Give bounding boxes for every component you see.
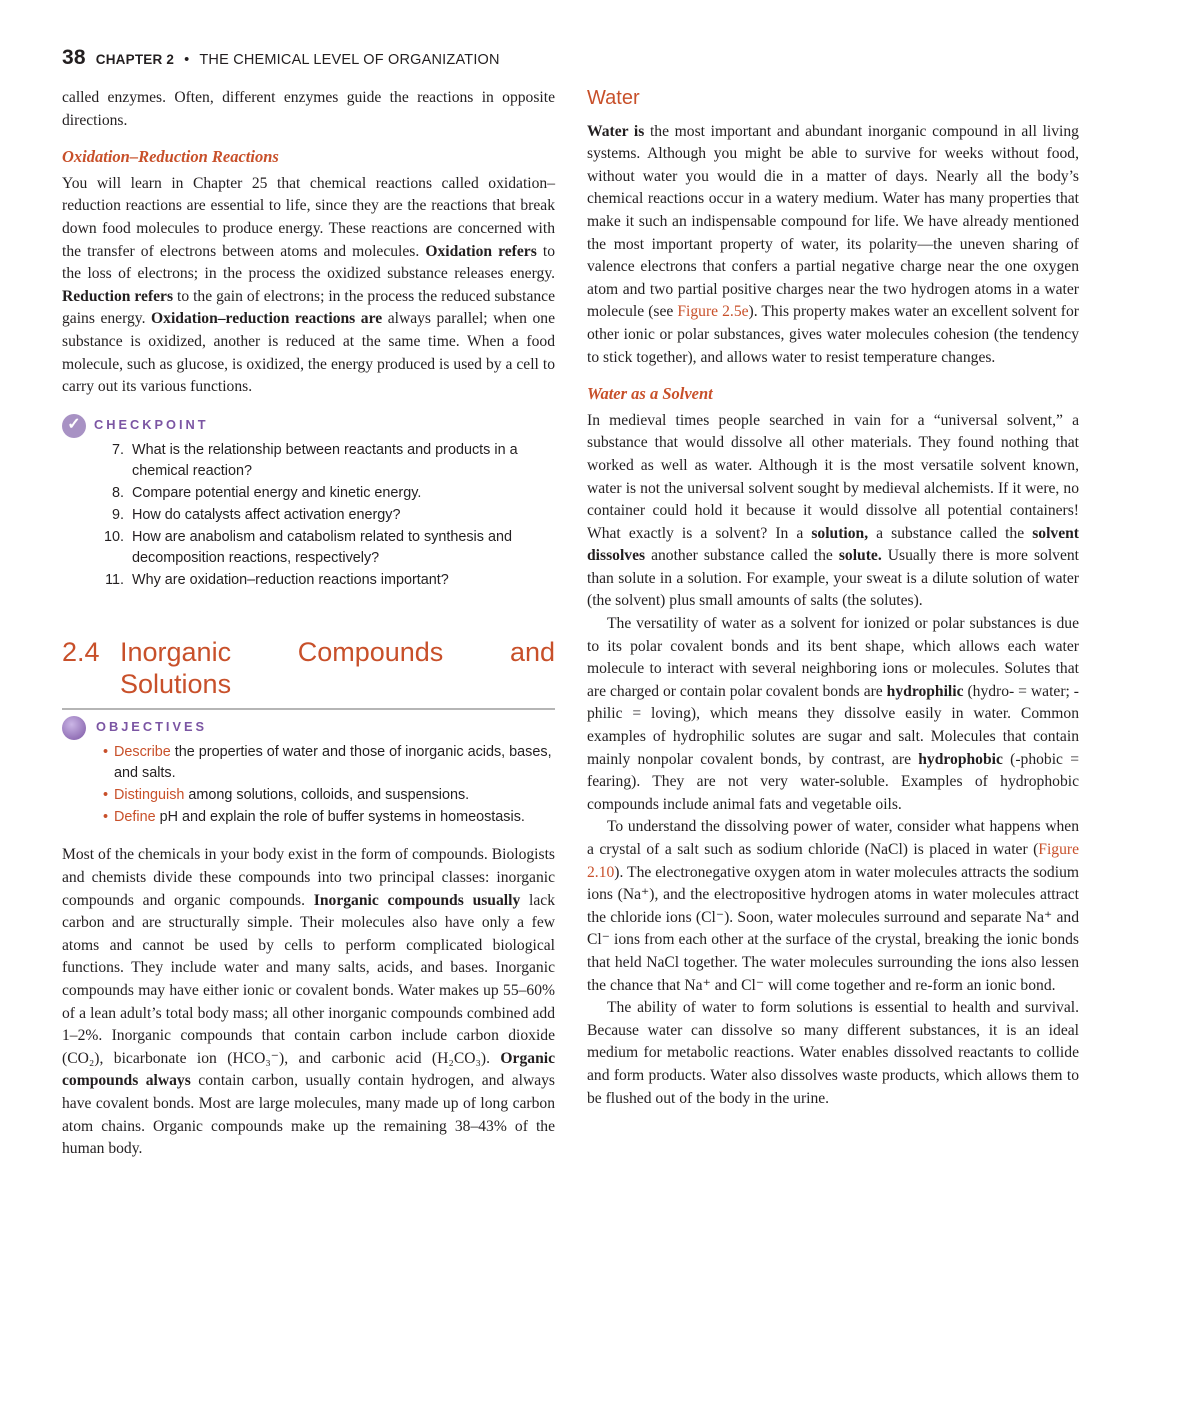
oxred-paragraph: You will learn in Chapter 25 that chemical reactions called oxidation–reduction reactions are essential to life, since they are the reactions that break down food molecules to produce energy. These reactions are concerned with the transfer of electrons between atoms and molecules. Oxidation refers to the loss of electrons; in the process the oxidized substance releases energy. Reduction refers to the gain of electrons; in the process the reduced substance gains energy. Oxidation–reduction reactions are always parallel; when one substance is oxidized, another is reduced at the same time. When a food molecule, such as glucose, is oxidized, the energy produced is used by a cell to carry out its various functions.: [62, 174, 556, 396]
page-number: 38: [62, 46, 86, 69]
running-header: [62, 46, 500, 70]
objective-verb: Distinguish: [114, 787, 185, 804]
objectives-list: [62, 742, 555, 829]
objective-item: [62, 785, 555, 807]
objectives-orb-icon: [62, 716, 86, 740]
objective-verb: Describe: [114, 743, 171, 760]
objective-description: the properties of water and those of inorganic acids, bases, and salts.: [114, 743, 552, 782]
inorganic-paragraph: Most of the chemicals in your body exist in the form of compounds. Biologists and chemists divide these compounds into two principal classes: inorganic compounds and organic compounds. Inorganic compounds usually lack carbon and are structurally simple. Their molecules also have only a few atoms and cannot be used by cells to perform complicated biological functions. They include water and many salts, acids, and bases. Inorganic compounds may have either ionic or covalent bonds. Water makes up 55–60% of a lean adult’s total body mass; all other inorganic compounds combined add 1–2%. Inorganic compounds that contain carbon include carbon dioxide (CO₂), bicarbonate ion (HCO₃⁻), and carbonic acid (H₂CO₃). Organic compounds always contain carbon, usually contain hydrogen, and always have covalent bonds. Most are large molecules, many made up of long carbon atom chains. Organic compounds make up the remaining 38–43% of the human body.: [62, 846, 555, 1158]
bullet-icon: •: [102, 787, 108, 804]
solvent-paragraph-2: The versatility of water as a solvent for ionized or polar substances is due to its polar covalent bonds and its bent shape, which allows each water molecule to interact with several neighboring ions or molecules. Solutes that are charged or contain polar covalent bonds are hydrophilic (hydro- = water; -philic = loving), which means they dissolve easily in water. Common examples of hydrophilic solutes are sugar and salt. Molecules that contain mainly nonpolar covalent bonds, by contrast, are hydrophobic (-phobic = fearing). They are not very water-soluble. Examples of hydrophobic compounds include animal fats and vegetable oils.: [587, 615, 1079, 813]
section-number: 2.4: [62, 636, 100, 667]
objective-description: among solutions, colloids, and suspensions.: [184, 787, 470, 804]
bullet-icon: •: [102, 808, 108, 825]
objective-text: [114, 785, 469, 807]
intro-paragraph: called enzymes. Often, different enzymes guide the reactions in opposite directions.: [62, 89, 555, 129]
right-column: [587, 87, 1079, 1110]
section-rule: [62, 708, 555, 710]
objective-item: [62, 807, 555, 829]
checkpoint-item-text: How do catalysts affect activation energy?: [132, 506, 401, 523]
objective-verb: Define: [114, 808, 156, 825]
checkpoint-item-number: 10.: [103, 528, 124, 545]
objectives-label: OBJECTIVES: [96, 719, 208, 735]
objective-item: [62, 742, 555, 785]
solvent-paragraph-3: To understand the dissolving power of water, consider what happens when a crystal of a salt such as sodium chloride (NaCl) is placed in water (Figure 2.10). The electronegative oxygen atom in water molecules attracts the sodium ions (Na⁺), and the electropositive hydrogen atoms in water molecules attract the chloride ions (Cl⁻). Soon, water molecules surround and separate Na⁺ and Cl⁻ ions from each other at the surface of the crystal, breaking the ionic bonds that held NaCl together. The water molecules surrounding the ions also lessen the chance that Na⁺ and Cl⁻ will come together and re-form an ionic bond.: [587, 818, 1079, 994]
section-heading: [62, 636, 555, 700]
objective-description: pH and explain the role of buffer systems in homeostasis.: [155, 808, 525, 825]
objectives-header: [62, 716, 555, 740]
checkpoint-list: [62, 440, 555, 592]
checkmark-icon: ✓: [62, 414, 86, 438]
chapter-title: THE CHEMICAL LEVEL OF ORGANIZATION: [199, 52, 500, 68]
checkpoint-item: [62, 570, 555, 592]
checkpoint-label: CHECKPOINT: [94, 417, 209, 433]
checkpoint-item-text: How are anabolism and catabolism related to synthesis and decomposition reactions, respectively?: [132, 528, 512, 567]
checkpoint-item-number: 7.: [111, 441, 124, 458]
checkpoint-item-text: Why are oxidation–reduction reactions important?: [132, 571, 449, 588]
solvent-paragraph-1: In medieval times people searched in vain for a “universal solvent,” a substance that would dissolve all other materials. They found nothing that worked as well as water. Although it is the most versatile solvent known, water is not the universal solvent sought by medieval alchemists. If it were, no container could hold it because it would dissolve all potential containers! What exactly is a solvent? In a solution, a substance called the solvent dissolves another substance called the solute. Usually there is more solvent than solute in a solution. For example, your sweat is a dilute solution of water (the solvent) plus small amounts of salts (the solutes).: [587, 411, 1080, 610]
checkpoint-item: [62, 483, 555, 505]
checkpoint-item: [62, 440, 555, 483]
checkpoint-item-text: What is the relationship between reactants and products in a chemical reaction?: [132, 441, 518, 480]
objective-text: [114, 742, 555, 785]
checkpoint-item-number: 11.: [105, 571, 124, 588]
oxred-heading: Oxidation–Reduction Reactions: [62, 147, 279, 167]
checkpoint-item-text: Compare potential energy and kinetic energy.: [132, 485, 422, 502]
checkpoint-item: [62, 527, 555, 570]
checkpoint-item: [62, 505, 555, 527]
checkpoint-header: [62, 414, 555, 438]
water-paragraph: Water is the most important and abundant inorganic compound in all living systems. Although you might be able to survive for weeks without food, without water you would die in a matter of days. Nearly all the body’s chemical reactions occur in a watery medium. Water has many properties that make it such an indispensable compound for life. We have already mentioned the most important property of water, its polarity—the uneven sharing of valence electrons that confers a partial negative charge near the one oxygen atom and two partial positive charges near the two hydrogen atoms in a water molecule (see Figure 2.5e). This property makes water an excellent solvent for other ionic or polar substances, gives water molecules cohesion (the tendency to stick together), and allows water to resist temperature changes.: [587, 122, 1079, 366]
checkpoint-item-number: 8.: [111, 485, 124, 502]
solvent-heading: Water as a Solvent: [587, 384, 713, 404]
objective-text: [114, 807, 525, 829]
solvent-paragraph-4: The ability of water to form solutions is essential to health and survival. Because water can dissolve so many different substances, it is an ideal medium for metabolic reactions. Water enables dissolved reactants to collide and form products. Water also dissolves waste products, which allows them to be flushed out of the body in the urine.: [587, 999, 1079, 1107]
header-separator: •: [184, 52, 190, 68]
water-heading: Water: [587, 87, 640, 109]
bullet-icon: •: [102, 743, 108, 760]
checkpoint-item-number: 9.: [111, 506, 124, 523]
chapter-label: CHAPTER 2: [95, 52, 175, 67]
section-title: Inorganic Compounds and Solutions: [120, 636, 555, 699]
left-column: [62, 87, 555, 1161]
